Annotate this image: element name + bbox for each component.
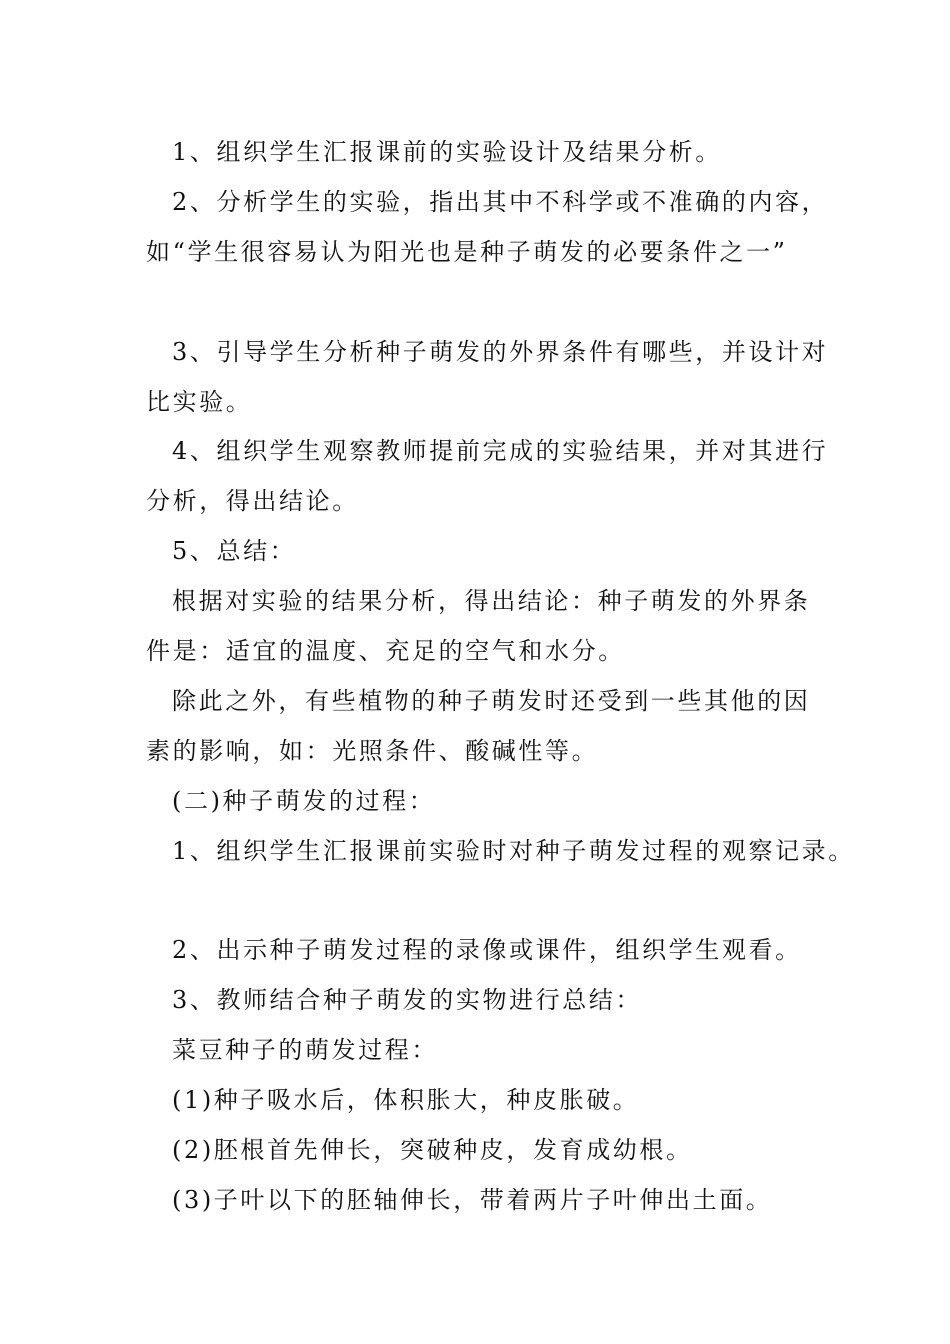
paragraph-line: 比实验。 xyxy=(146,388,253,416)
paragraph-line: 除此之外，有些植物的种子萌发时还受到一些其他的因 xyxy=(172,687,811,715)
paragraph-line: 素的影响，如：光照条件、酸碱性等。 xyxy=(146,737,599,765)
list-item: (2)胚根首先伸长，突破种皮，发育成幼根。 xyxy=(172,1136,693,1164)
section-heading: (二)种子萌发的过程： xyxy=(172,787,436,815)
paragraph-line: 3、教师结合种子萌发的实物进行总结： xyxy=(172,986,643,1014)
paragraph-line: 4、组织学生观察教师提前完成的实验结果，并对其进行 xyxy=(172,437,829,465)
paragraph-line: 2、分析学生的实验，指出其中不科学或不准确的内容， xyxy=(172,188,829,216)
paragraph-line: 3、引导学生分析种子萌发的外界条件有哪些，并设计对 xyxy=(172,338,829,366)
paragraph-line: 1、组织学生汇报课前实验时对种子萌发过程的观察记录。 xyxy=(172,837,855,865)
paragraph-line: 件是：适宜的温度、充足的空气和水分。 xyxy=(146,637,625,665)
paragraph-line: 如“学生很容易认为阳光也是种子萌发的必要条件之一” xyxy=(146,238,788,266)
paragraph-line: 5、总结： xyxy=(172,537,297,565)
paragraph-line: 分析，得出结论。 xyxy=(146,487,359,515)
paragraph-line: 2、出示种子萌发过程的录像或课件，组织学生观看。 xyxy=(172,936,802,964)
list-item: (1)种子吸水后，体积胀大，种皮胀破。 xyxy=(172,1086,640,1114)
paragraph-line: 菜豆种子的萌发过程： xyxy=(172,1036,438,1064)
paragraph-line: 根据对实验的结果分析，得出结论：种子萌发的外界条 xyxy=(172,587,811,615)
paragraph-line: 1、组织学生汇报课前的实验设计及结果分析。 xyxy=(172,138,722,166)
list-item: (3)子叶以下的胚轴伸长，带着两片子叶伸出土面。 xyxy=(172,1186,773,1214)
